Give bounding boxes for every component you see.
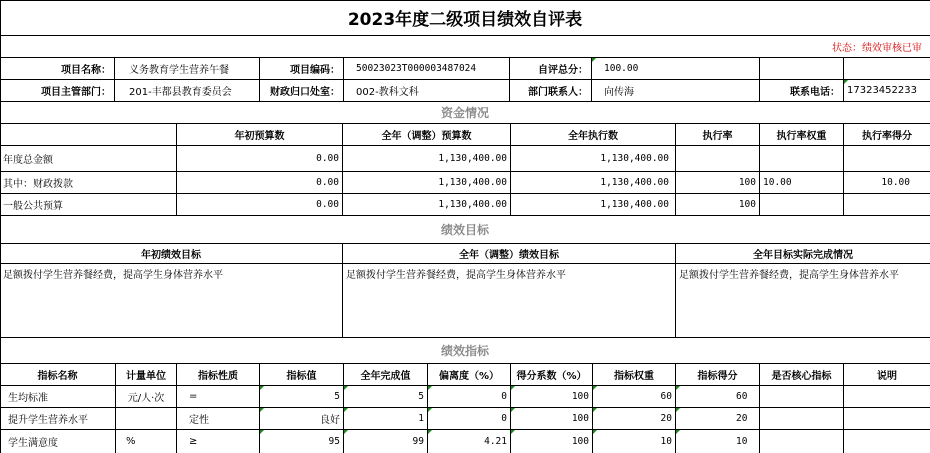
table-cell: 提升学生营养水平 [0,408,116,429]
table-cell: 元/人·次 [116,386,177,407]
status-badge: 状态：绩效审核已审 [832,43,922,54]
actual-completion-text: 足额拨付学生营养餐经费，提高学生身体营养水平 [679,270,899,281]
table-cell: 60 [593,386,676,407]
table-cell [760,386,844,407]
column-header: 得分系数（%） [511,364,593,385]
table-cell: % [116,430,177,453]
section-title: 绩效目标 [440,223,489,237]
table-cell: 1,130,400.00 [343,194,511,215]
column-header: 执行率 [676,124,760,145]
goals-header-row [0,244,930,264]
table-cell: 1 [344,408,428,429]
table-cell: 100 [511,408,593,429]
row-label: 年度总金额 [0,146,177,171]
table-cell: 60 [676,386,760,407]
table-cell [760,194,844,215]
table-cell [844,386,930,407]
table-row [0,194,930,216]
goals-section-row [0,216,930,244]
table-cell: 0.00 [177,194,343,215]
table-cell: = [177,386,260,407]
contact-value: 向传海 [592,80,760,101]
table-cell: 0 [428,386,511,407]
finance-office-label: 财政归口处室： [260,80,344,101]
table-cell: 1,130,400.00 [511,146,676,171]
table-cell: 1,130,400.00 [511,172,676,193]
row-label: 一般公共预算 [0,194,177,215]
dept-label: 项目主管部门： [0,80,115,101]
column-header: 计量单位 [116,364,177,385]
column-header: 偏离度（%） [428,364,511,385]
column-header: 执行率权重 [760,124,844,145]
table-row [0,408,930,430]
column-header [0,124,177,145]
table-cell: 定性 [177,408,260,429]
table-cell: 1,130,400.00 [343,172,511,193]
column-header: 全年执行数 [511,124,676,145]
column-header: 全年完成值 [344,364,428,385]
section-title: 绩效指标 [440,344,489,358]
title-row [0,0,930,36]
table-cell: ≥ [177,430,260,453]
table-cell: 0.00 [177,146,343,171]
column-header: 是否核心指标 [760,364,844,385]
table-cell: 20 [593,408,676,429]
column-header: 年初预算数 [177,124,343,145]
column-header: 指标名称 [0,364,116,385]
table-cell: 学生满意度 [0,430,116,453]
table-cell [844,430,930,453]
table-cell: 10.00 [881,177,910,188]
table-cell: 1,130,400.00 [343,146,511,171]
table-cell [844,146,930,171]
column-header: 全年（调整）预算数 [343,124,511,145]
project-code-value: 50023023T000003487024 [344,58,510,79]
info-row-1 [0,58,930,80]
funds-section-row [0,102,930,124]
info-row-2 [0,80,930,102]
goals-values-row [0,264,930,338]
table-cell: 1,130,400.00 [511,194,676,215]
table-cell: 0.00 [177,172,343,193]
table-cell [760,430,844,453]
section-title: 资金情况 [440,106,489,120]
table-cell [676,146,760,171]
column-header: 指标权重 [593,364,676,385]
table-cell [116,408,177,429]
table-cell: 10.00 [760,172,844,193]
table-cell [760,146,844,171]
column-header: 说明 [877,371,897,382]
initial-goal-text: 足额拨付学生营养餐经费，提高学生身体营养水平 [0,264,343,337]
column-header: 全年目标实际完成情况 [753,250,853,261]
table-cell: 99 [344,430,428,453]
adjusted-goal-text: 足额拨付学生营养餐经费，提高学生身体营养水平 [343,264,676,337]
page-title: 2023年度二级项目绩效自评表 [347,10,583,30]
status-row [0,36,930,58]
contact-label: 部门联系人： [510,80,592,101]
table-row [0,386,930,408]
indicators-section-row [0,338,930,364]
table-row [0,430,930,453]
column-header: 执行率得分 [862,131,912,142]
row-label: 其中：财政拨款 [0,172,177,193]
indicators-header-row [0,364,930,386]
table-cell: 100 [511,430,593,453]
table-cell: 良好 [260,408,344,429]
table-cell: 95 [260,430,344,453]
project-code-label: 项目编码： [260,58,344,79]
column-header: 全年（调整）绩效目标 [343,244,676,263]
dept-value: 201-丰都县教育委员会 [115,80,260,101]
table-cell [844,408,930,429]
finance-office-value: 002-教科文科 [344,80,510,101]
self-score-label: 自评总分： [510,58,592,79]
project-name-value: 义务教育学生营养午餐 [115,58,260,79]
table-cell: 5 [260,386,344,407]
table-cell: 生均标准 [0,386,116,407]
table-cell: 4.21 [428,430,511,453]
table-cell: 10 [676,430,760,453]
self-score-value: 100.00 [592,58,760,79]
funds-header-row [0,124,930,146]
table-cell: 100 [511,386,593,407]
table-cell: 100 [676,194,760,215]
column-header: 指标得分 [676,364,760,385]
table-row [0,172,930,194]
project-name-label: 项目名称： [0,58,115,79]
column-header: 年初绩效目标 [0,244,343,263]
table-cell [844,194,930,215]
column-header: 指标性质 [177,364,260,385]
table-cell: 20 [676,408,760,429]
phone-label: 联系电话： [760,80,844,101]
empty-cell [760,58,844,79]
phone-value: 17323452233 [844,80,930,101]
table-cell: 5 [344,386,428,407]
empty-cell [844,58,930,79]
column-header: 指标值 [260,364,344,385]
table-cell: 100 [676,172,760,193]
table-row [0,146,930,172]
table-cell: 10 [593,430,676,453]
table-cell [760,408,844,429]
table-cell: 0 [428,408,511,429]
